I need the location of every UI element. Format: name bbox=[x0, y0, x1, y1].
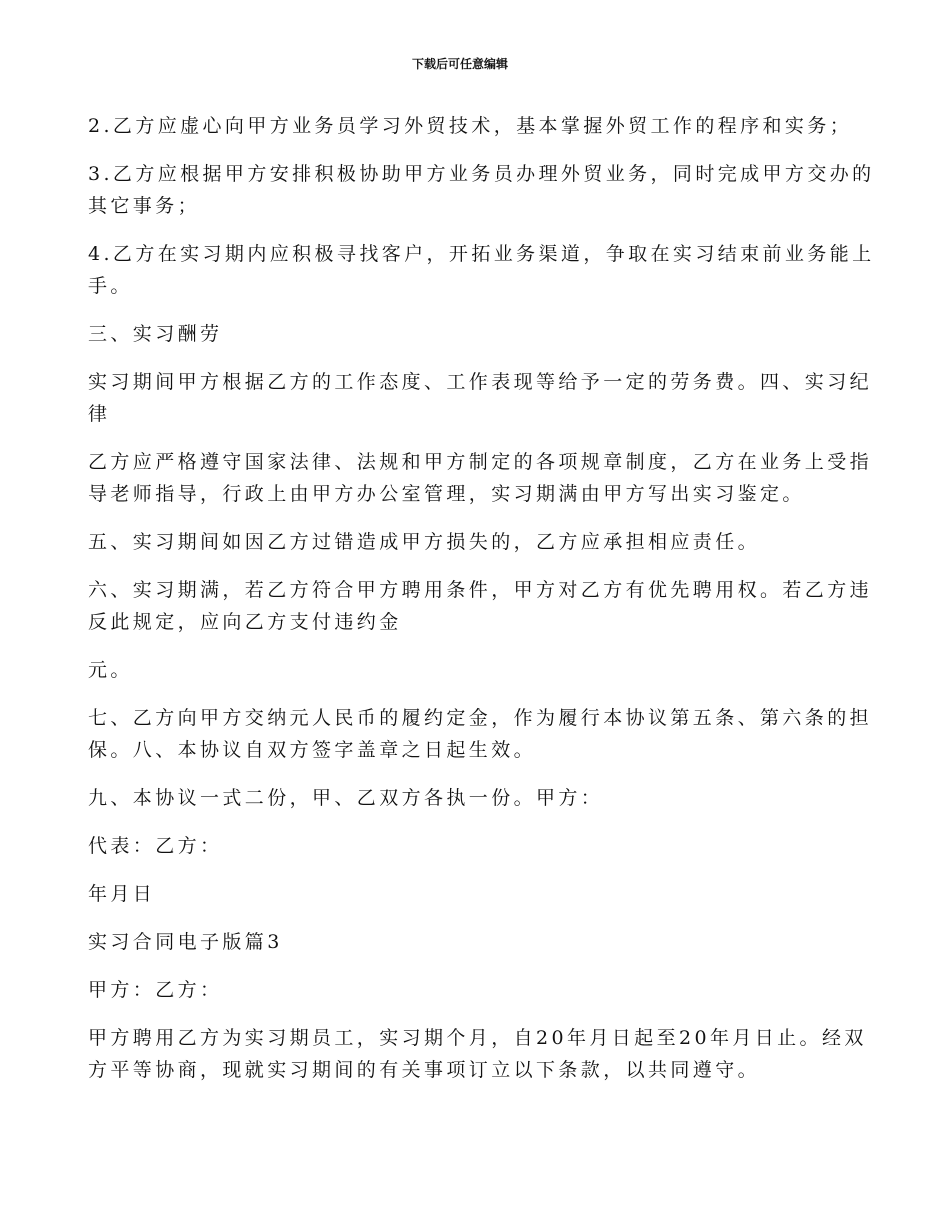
page-header: 下载后可任意编辑 bbox=[411, 57, 508, 71]
paragraph bbox=[88, 1022, 867, 1086]
paragraph bbox=[88, 366, 873, 430]
paragraph bbox=[88, 526, 858, 558]
document-body bbox=[88, 110, 875, 1102]
text-line: 实习合同电子版篇3 bbox=[88, 931, 283, 953]
paragraph bbox=[88, 446, 873, 510]
paragraph bbox=[88, 974, 858, 1006]
text-line: 手。 bbox=[88, 275, 133, 297]
text-line: 代表：乙方： bbox=[88, 835, 223, 857]
paragraph bbox=[88, 318, 858, 350]
text-line: 律 bbox=[88, 403, 111, 425]
text-line: 甲方：乙方： bbox=[88, 979, 223, 1001]
text-line: 3.乙方应根据甲方安排积极协助甲方业务员办理外贸业务，同时完成甲方交办的 bbox=[88, 163, 875, 185]
paragraph bbox=[88, 782, 858, 814]
text-line: 元。 bbox=[88, 659, 133, 681]
text-line: 乙方应严格遵守国家法律、法规和甲方制定的各项规章制度，乙方在业务上受指 bbox=[88, 451, 873, 473]
paragraph bbox=[88, 654, 858, 686]
text-line: 七、乙方向甲方交纳元人民币的履约定金，作为履行本协议第五条、第六条的担 bbox=[88, 707, 873, 729]
text-line: 甲方聘用乙方为实习期员工，实习期个月，自20年月日起至20年月日止。经双 bbox=[88, 1027, 867, 1049]
text-line: 方平等协商，现就实习期间的有关事项订立以下条款，以共同遵守。 bbox=[88, 1059, 761, 1081]
text-line: 反此规定，应向乙方支付违约金 bbox=[88, 611, 402, 633]
text-line: 五、实习期间如因乙方过错造成甲方损失的，乙方应承担相应责任。 bbox=[88, 531, 761, 553]
paragraph bbox=[88, 110, 858, 142]
paragraph bbox=[88, 702, 873, 766]
text-line: 九、本协议一式二份，甲、乙双方各执一份。甲方： bbox=[88, 787, 604, 809]
paragraph bbox=[88, 878, 858, 910]
text-line: 导老师指导，行政上由甲方办公室管理，实习期满由甲方写出实习鉴定。 bbox=[88, 483, 805, 505]
paragraph bbox=[88, 830, 858, 862]
text-line: 2.乙方应虚心向甲方业务员学习外贸技术，基本掌握外贸工作的程序和实务； bbox=[88, 115, 853, 137]
paragraph bbox=[88, 238, 875, 302]
text-line: 年月日 bbox=[88, 883, 156, 905]
text-line: 实习期间甲方根据乙方的工作态度、工作表现等给予一定的劳务费。四、实习纪 bbox=[88, 371, 873, 393]
text-line: 六、实习期满，若乙方符合甲方聘用条件，甲方对乙方有优先聘用权。若乙方违 bbox=[88, 579, 873, 601]
text-line: 其它事务； bbox=[88, 195, 201, 217]
text-line: 4.乙方在实习期内应积极寻找客户，开拓业务渠道，争取在实习结束前业务能上 bbox=[88, 243, 875, 265]
paragraph bbox=[88, 158, 875, 222]
paragraph bbox=[88, 926, 858, 958]
text-line: 保。八、本协议自双方签字盖章之日起生效。 bbox=[88, 739, 537, 761]
paragraph bbox=[88, 574, 873, 638]
text-line: 三、实习酬劳 bbox=[88, 323, 223, 345]
